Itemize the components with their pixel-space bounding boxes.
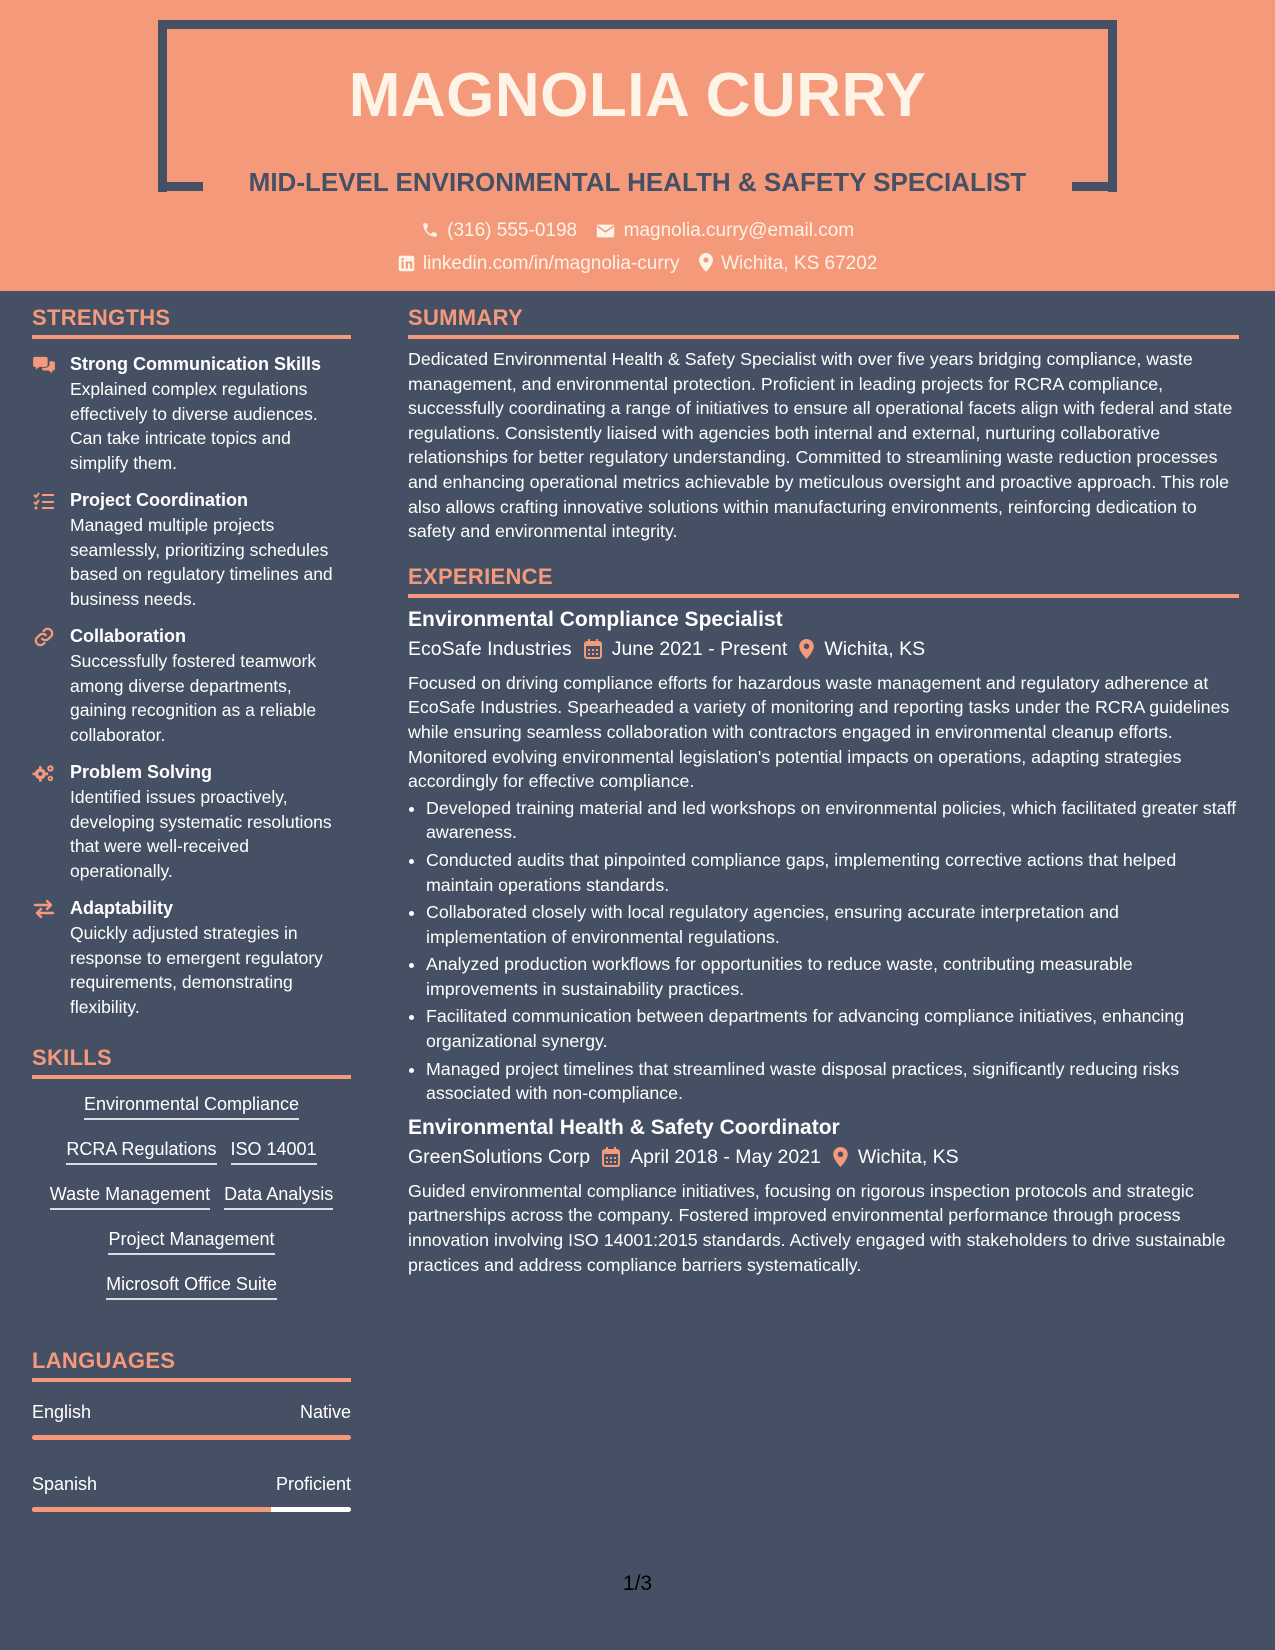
strength-title: Collaboration (70, 626, 186, 646)
strength-desc: Successfully fostered teamwork among diverse departments, gaining recognition as a reliable collaborator. (70, 651, 317, 745)
experience-heading: EXPERIENCE (408, 564, 1239, 598)
map-pin-icon (833, 1147, 848, 1167)
email-text: magnolia.curry@email.com (623, 220, 855, 241)
language-proficiency-fill (32, 1507, 271, 1512)
strength-desc: Quickly adjusted strategies in response to emergent regulatory requirements, demonstrating flexibility. (70, 923, 323, 1017)
phone-icon (421, 221, 439, 239)
list-item: • Managed project timelines that streamlined waste disposal practices, significantly reducing risks associated with non-compliance. (426, 1057, 1239, 1106)
languages-heading: LANGUAGES (32, 1348, 351, 1382)
job-title: Environmental Health & Safety Coordinator (408, 1115, 840, 1139)
job-dates: April 2018 - May 2021 (630, 1145, 821, 1168)
job-entry (408, 1116, 1239, 1277)
skill-tag: ISO 14001 (231, 1138, 317, 1165)
language-item (32, 1402, 351, 1440)
skills-heading: SKILLS (32, 1045, 351, 1079)
list-check-icon (32, 491, 56, 511)
strength-desc: Explained complex regulations effectively to diverse audiences. Can take intricate topics and simplify them. (70, 379, 318, 473)
strength-item (32, 897, 351, 1019)
linkedin-icon (398, 255, 415, 272)
calendar-icon (584, 639, 602, 659)
job-location: Wichita, KS (824, 637, 926, 660)
linkedin-contact[interactable] (398, 253, 680, 275)
skills-list (32, 1093, 351, 1300)
skill-tag: Environmental Compliance (84, 1093, 299, 1120)
location-text: Wichita, KS 67202 (721, 253, 878, 274)
strengths-heading: STRENGTHS (32, 305, 351, 339)
contact-row-1 (0, 220, 1275, 242)
skill-tag: Microsoft Office Suite (106, 1273, 277, 1300)
strength-item (32, 489, 351, 611)
strength-item (32, 353, 351, 475)
language-name: Spanish (32, 1474, 98, 1494)
job-company: GreenSolutions Corp (408, 1145, 591, 1168)
comments-icon (32, 355, 56, 375)
gears-icon (32, 763, 56, 783)
skill-tag: RCRA Regulations (66, 1138, 216, 1165)
phone-contact[interactable] (421, 220, 577, 242)
strength-title: Project Coordination (70, 490, 249, 510)
strength-title: Adaptability (70, 898, 174, 918)
skill-tag: Waste Management (50, 1183, 210, 1210)
header (0, 0, 1275, 291)
arrows-exchange-icon (32, 899, 56, 919)
language-proficiency-fill (32, 1435, 351, 1440)
language-proficiency-bar (32, 1435, 351, 1440)
list-item: • Facilitated communication between departments for advancing compliance initiatives, enhancing organizational synergy. (426, 1004, 1239, 1053)
job-entry (408, 608, 1239, 1106)
summary-text: Dedicated Environmental Health & Safety Specialist with over five years bridging compliance, waste management, and environmental protection. Proficient in leading projects for RCRA compliance, successfully coordinating a range of initiatives to ensure all operational facets align with federal and state regulations. Consistently liaised with agencies both internal and external, nurturing collaborative relationships for better regulatory understanding. Committed to streamlining waste reduction processes and enhancing operational metrics achievable by meticulous oversight and proactive approach. This role also allows crafting innovative solutions within manufacturing environments, reinforcing dedication to safety and environmental integrity. (408, 349, 1233, 542)
phone-text: (316) 555-0198 (447, 220, 578, 241)
envelope-icon (596, 223, 615, 239)
skill-tag: Project Management (108, 1228, 274, 1255)
job-meta (408, 638, 1239, 661)
email-contact[interactable] (596, 220, 854, 242)
job-meta (408, 1146, 1239, 1169)
strength-desc: Identified issues proactively, developing systematic resolutions that were well-received operationally. (70, 787, 332, 881)
summary-heading: SUMMARY (408, 305, 1239, 339)
candidate-title: MID-LEVEL ENVIRONMENTAL HEALTH & SAFETY SPECIALIST (248, 167, 1027, 197)
job-title: Environmental Compliance Specialist (408, 607, 783, 631)
location-contact (699, 253, 878, 275)
contact-row-2 (0, 253, 1275, 275)
job-bullets (408, 796, 1239, 1106)
job-dates: June 2021 - Present (611, 637, 788, 660)
language-item (32, 1474, 351, 1512)
calendar-icon (602, 1147, 620, 1167)
job-description: Guided environmental compliance initiatives, focusing on rigorous inspection protocols and strategic partnerships across the company. Fostered improved environmental performance through process innovation involving ISO 14001:2015 standards. Actively engaged with stakeholders to drive sustainable practices and address compliance barriers systematically. (408, 1180, 1226, 1275)
language-level: Native (299, 1402, 351, 1422)
list-item: • Collaborated closely with local regulatory agencies, ensuring accurate interpretation and implementation of environmental regulations. (426, 900, 1239, 949)
job-location: Wichita, KS (857, 1145, 959, 1168)
language-name: English (32, 1402, 92, 1422)
language-level: Proficient (275, 1474, 351, 1494)
map-pin-icon (699, 253, 713, 272)
link-icon (32, 627, 56, 647)
strength-title: Problem Solving (70, 762, 213, 782)
list-item: • Conducted audits that pinpointed compliance gaps, implementing corrective actions that helped maintain operations standards. (426, 848, 1239, 897)
strength-title: Strong Communication Skills (70, 354, 322, 374)
job-description: Focused on driving compliance efforts for hazardous waste management and regulatory adherence at EcoSafe Industries. Spearheaded a variety of monitoring and reporting tasks under the RCRA guidelines while ensuring seamless collaboration with contractors engaged in environmental cleanup efforts. Monitored evolving environmental legislation's potential impacts on operations, adapting strategies accordingly for effective compliance. (408, 672, 1230, 792)
candidate-name: MAGNOLIA CURRY (348, 61, 927, 130)
language-proficiency-bar (32, 1507, 351, 1512)
map-pin-icon (799, 639, 814, 659)
page-number: 1/3 (622, 1572, 653, 1595)
linkedin-text: linkedin.com/in/magnolia-curry (422, 253, 680, 274)
strength-item (32, 625, 351, 747)
strength-item (32, 761, 351, 883)
job-company: EcoSafe Industries (408, 637, 572, 660)
strength-desc: Managed multiple projects seamlessly, prioritizing schedules based on regulatory timelines and business needs. (70, 515, 333, 609)
skill-tag: Data Analysis (224, 1183, 333, 1210)
list-item: • Developed training material and led workshops on environmental policies, which facilitated greater staff awareness. (426, 796, 1239, 845)
list-item: • Analyzed production workflows for opportunities to reduce waste, contributing measurable improvements in sustainability practices. (426, 952, 1239, 1001)
right-column (408, 305, 1239, 1277)
left-column (32, 305, 351, 1512)
